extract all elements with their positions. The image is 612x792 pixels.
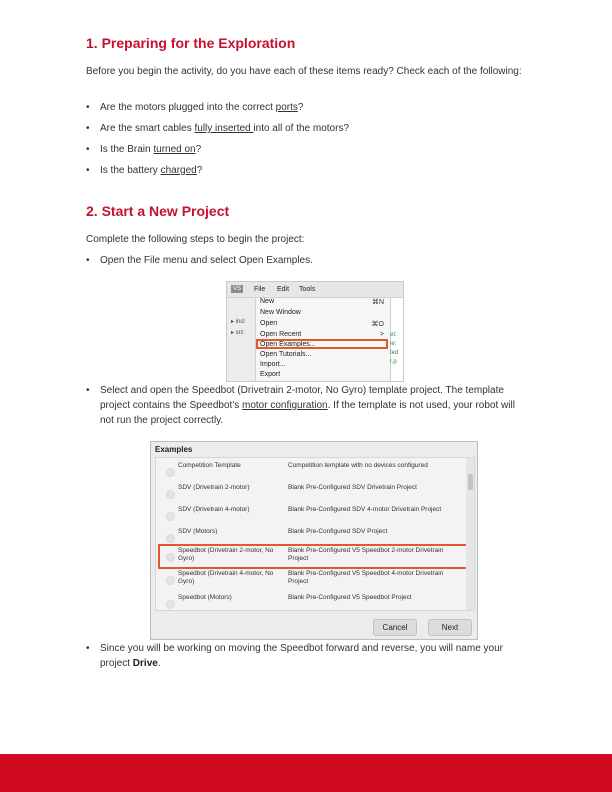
checklist-item-battery: • Is the battery charged? [86,165,203,176]
file-menu-screenshot [226,281,404,382]
menu-item-new[interactable]: New [260,298,275,305]
footer-bar [0,754,612,792]
radio-icon[interactable] [166,600,175,609]
bullet-marker: • [86,123,90,134]
code-fragment: r.p [390,359,397,365]
menu-item-open[interactable]: Open [260,320,278,327]
example-row[interactable]: Competition Template Competition template with no devices configured [156,462,464,482]
menu-item-open-tutorials[interactable]: Open Tutorials... [260,351,312,358]
tree-item-src[interactable]: ▸ src [231,330,244,336]
code-fragment: et: [390,332,397,338]
bullet-marker: • [86,643,90,654]
example-row[interactable]: Speedbot (Drivetrain 4-motor, No Gyro) Blank Pre-Configured V5 Speedbot 4-motor Drivetrain Project [156,570,464,590]
code-fragment: ted [390,350,399,356]
step-name-project: • Since you will be working on moving the Speedbot forward and reverse, you will name your project Drive. [86,643,503,669]
speedbot-row-highlight [158,544,470,569]
menu-item-import[interactable]: Import... [260,361,286,368]
step-open-examples: • Open the File menu and select Open Examples. [86,255,313,266]
bullet-marker: • [86,255,90,266]
radio-icon[interactable] [166,512,175,521]
scrollbar-thumb[interactable] [468,474,473,490]
menu-item-open-recent[interactable]: Open Recent [260,331,302,338]
bullet-marker: • [86,385,90,396]
next-button[interactable]: Next [428,619,472,636]
radio-icon[interactable] [166,576,175,585]
tree-item-include[interactable]: ▸ incl [231,319,245,325]
checklist-item-ports: • Are the motors plugged into the correct ports? [86,102,304,113]
code-fragment: ie: [390,341,397,347]
scrollbar[interactable] [466,458,474,610]
dialog-title: Examples [155,445,193,454]
submenu-arrow-icon: > [379,331,384,338]
example-row[interactable]: SDV (Drivetrain 2-motor) Blank Pre-Configured SDV Drivetrain Project [156,484,464,504]
menu-item-open-examples[interactable]: Open Examples... [260,341,316,348]
examples-list [155,457,475,611]
menu-tools[interactable]: Tools [299,286,316,293]
menu-item-export[interactable]: Export [260,371,281,378]
example-row[interactable]: SDV (Drivetrain 4-motor) Blank Pre-Configured SDV 4-motor Drivetrain Project [156,506,464,526]
example-row-speedbot-2-motor[interactable]: Speedbot (Drivetrain 2-motor, No Gyro) Blank Pre-Configured V5 Speedbot 2-motor Drivetrain Project [156,547,464,567]
menu-edit[interactable]: Edit [277,286,290,293]
checklist-item-cables: • Are the smart cables fully inserted into all of the motors? [86,123,350,134]
section-2-heading: 2. Start a New Project [86,203,230,219]
ports-link[interactable]: ports [275,102,298,113]
open-examples-highlight [256,339,388,349]
bullet-marker: • [86,165,90,176]
examples-dialog-screenshot [150,441,478,640]
example-row[interactable]: Speedbot (Motors) Blank Pre-Configured V5 Speedbot Project [156,594,464,614]
project-name: Drive [132,658,158,669]
fully-inserted-link[interactable]: fully inserted [194,123,254,134]
motor-configuration-link[interactable]: motor configuration [242,400,328,411]
radio-icon[interactable] [166,468,175,477]
radio-icon[interactable] [166,534,175,543]
step-select-template: • Select and open the Speedbot (Drivetrain 2-motor, No Gyro) template project. The template project contains the Speedbot's motor configuration. If the template is not used, your robot will not run the project correctly. [86,385,515,426]
bullet-marker: • [86,144,90,155]
section-1-heading: 1. Preparing for the Exploration [86,35,296,51]
example-row[interactable]: SDV (Motors) Blank Pre-Configured SDV Project [156,528,464,548]
charged-link[interactable]: charged [160,165,197,176]
section-2-intro: Complete the following steps to begin the project: [86,234,305,245]
menu-bar [227,282,403,298]
turned-on-link[interactable]: turned on [153,144,196,155]
section-1-intro: Before you begin the activity, do you have each of these items ready? Check each of the following: [86,66,522,77]
shortcut-new: ⌘N [371,299,384,306]
cancel-button[interactable]: Cancel [373,619,417,636]
checklist-item-brain: • Is the Brain turned on? [86,144,202,155]
menu-file[interactable]: File [254,286,266,293]
vexcode-app-icon: VS [232,286,241,292]
menu-item-new-window[interactable]: New Window [260,309,301,316]
shortcut-open: ⌘O [371,321,384,328]
bullet-marker: • [86,102,90,113]
radio-icon[interactable] [166,490,175,499]
project-tree [227,298,255,381]
